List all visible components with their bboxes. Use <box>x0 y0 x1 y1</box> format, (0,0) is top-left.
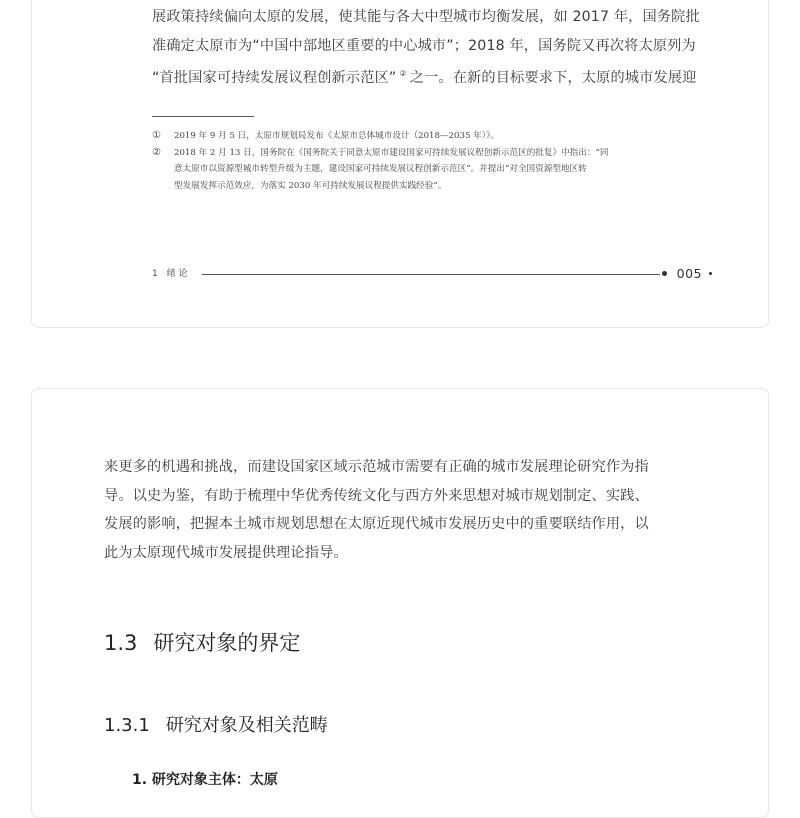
subsection-title: 研究对象及相关范畴 <box>165 715 328 736</box>
footer-rule <box>202 274 660 275</box>
footnote-separator <box>152 116 254 117</box>
footnote-text: 2019 年 9 月 5 日，太原市规划局发布《太原市总体城市设计（2018—2035 年）》。 <box>174 131 499 141</box>
page-number-dot <box>709 272 712 275</box>
subsection-number: 1.3.1 <box>104 715 150 736</box>
subsection-heading <box>104 711 328 737</box>
body-paragraph-bottom <box>104 453 664 567</box>
footnote-2 <box>152 145 712 195</box>
body-line: 来更多的机遇和挑战，而建设国家区域示范城市需要有正确的城市发展理论研究作为指 <box>104 459 649 475</box>
footnote-reference-2[interactable]: ② <box>399 69 407 78</box>
footnote-text: 2018 年 2 月 13 日，国务院在《国务院关于同意太原市建设国家可持续发展议程创新示范区的批复》中指出：“同 <box>174 147 609 158</box>
footnote-1 <box>152 128 712 145</box>
body-text-segment: 之一。在新的目标要求下，太原的城市发展迎 <box>409 70 697 86</box>
footnote-mark: ② <box>152 146 161 158</box>
footer-chapter-label: 1 绪论 <box>152 269 191 279</box>
footnotes <box>152 128 712 194</box>
item-heading: 1. 研究对象主体：太原 <box>132 772 278 788</box>
footnote-text: 型发展发挥示范效应，为落实 2030 年可持续发展议程提供实践经验”。 <box>174 180 447 191</box>
body-line: 发展的影响，把握本土城市规划思想在太原近现代城市发展历史中的重要联结作用，以 <box>104 516 649 532</box>
body-text-segment: “首批国家可持续发展议程创新示范区” <box>152 70 397 86</box>
body-line: 此为太原现代城市发展提供理论指导。 <box>104 544 348 561</box>
footnote-text: 意太原市以资源型城市转型升级为主题，建设国家可持续发展议程创新示范区”。并提出“对全国资源型地区转 <box>174 164 587 174</box>
body-line-with-footnote <box>152 60 712 93</box>
body-line: 导。以史为鉴，有助于梳理中华优秀传统文化与西方外来思想对城市规划制定、实践、 <box>104 487 649 504</box>
body-line: 准确定太原市为“中国中部地区重要的中心城市”；2018 年，国务院又再次将太原列为 <box>152 37 696 54</box>
footer-rule-end-dot <box>662 271 667 276</box>
section-number: 1.3 <box>104 631 138 655</box>
footnote-mark: ① <box>152 130 161 141</box>
page-card-bottom <box>31 388 769 818</box>
running-footer <box>152 266 712 282</box>
page-card-top <box>31 0 769 328</box>
section-title: 研究对象的界定 <box>153 631 301 655</box>
body-paragraph-top <box>152 3 712 93</box>
page-number: 005 <box>676 266 702 281</box>
section-heading <box>104 627 300 657</box>
body-line: 展政策持续偏向太原的发展，使其能与各大中型城市均衡发展，如 2017 年，国务院批 <box>152 9 700 25</box>
